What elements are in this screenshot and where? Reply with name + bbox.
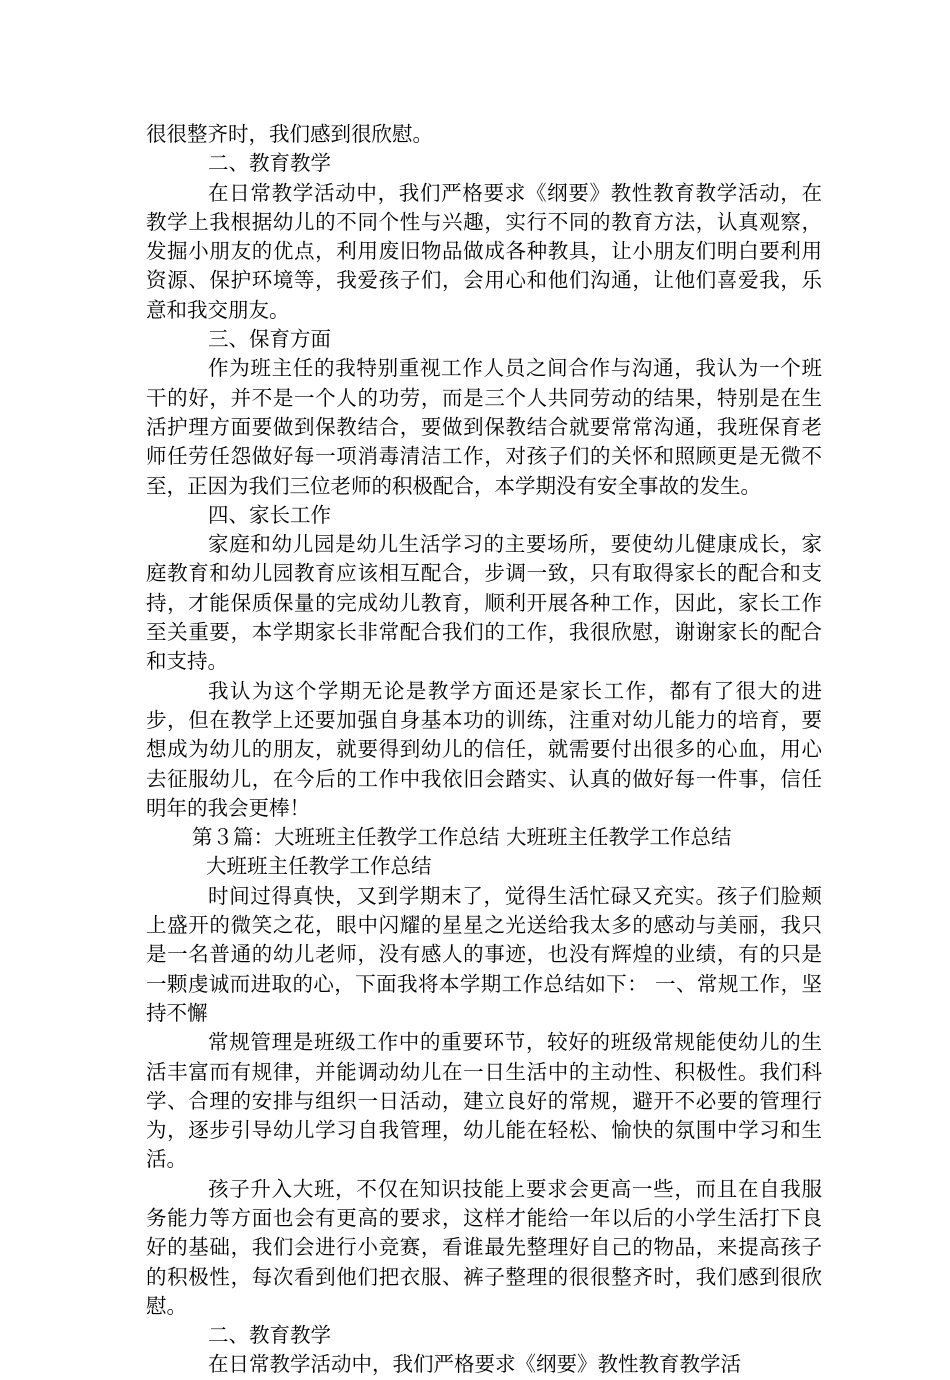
paragraph: 在日常教学活动中，我们严格要求《纲要》教性教育教学活动，在教学上我根据幼儿的不同个性与兴趣，实行不同的教育方法，认真观察，发掘小朋友的优点，利用废旧物品做成各种教具，让小朋友们明白要利用资源、保护环境等，我爱孩子们，会用心和他们沟通，让他们喜爱我，乐意和我交朋友。 bbox=[146, 180, 822, 322]
section-heading: 三、保育方面 bbox=[208, 327, 331, 352]
paragraph: 家庭和幼儿园是幼儿生活学习的主要场所，要使幼儿健康成长，家庭教育和幼儿园教育应该相互配合，步调一致，只有取得家长的配合和支持，才能保质保量的完成幼儿教育，顺利开展各种工作，因此，家长工作至关重要，本学期家长非常配合我们的工作，我很欣慰，谢谢家长的配合和支持。 bbox=[146, 532, 822, 674]
article-title: 第３篇：大班班主任教学工作总结 大班班主任教学工作总结 bbox=[192, 825, 732, 850]
paragraph: 常规管理是班级工作中的重要环节，较好的班级常规能使幼儿的生活丰富而有规律，并能调动幼儿在一日生活中的主动性、积极性。我们科学、合理的安排与组织一日活动，建立良好的常规，避开不必要的管理行为，逐步引导幼儿学习自我管理，幼儿能在轻松、愉快的氛围中学习和生活。 bbox=[146, 1030, 822, 1172]
paragraph: 我认为这个学期无论是教学方面还是家长工作，都有了很大的进步，但在教学上还要加强自身基本功的训练，注重对幼儿能力的培育，要想成为幼儿的朋友，就要得到幼儿的信任，就需要付出很多的心血，用心去征服幼儿，在今后的工作中我依旧会踏实、认真的做好每一件事，信任明年的我会更棒！ bbox=[146, 678, 822, 820]
paragraph: 时间过得真快，又到学期末了，觉得生活忙碌又充实。孩子们脸颊上盛开的微笑之花，眼中闪耀的星星之光送给我太多的感动与美丽，我只是一名普通的幼儿老师，没有感人的事迹，也没有辉煌的业绩，有的只是一颗虔诚而进取的心，下面我将本学期工作总结如下： 一、常规工作，坚持不懈 bbox=[146, 883, 822, 1025]
document-body bbox=[146, 120, 822, 1380]
paragraph: 作为班主任的我特别重视工作人员之间合作与沟通，我认为一个班干的好，并不是一个人的功劳，而是三个人共同劳动的结果，特别是在生活护理方面要做到保教结合，要做到保教结合就要常常沟通，我班保育老师任劳任怨做好每一项消毒清洁工作，对孩子们的关怀和照顾更是无微不至，正因为我们三位老师的积极配合，本学期没有安全事故的发生。 bbox=[146, 356, 822, 498]
section-heading: 二、教育教学 bbox=[208, 1323, 331, 1348]
paragraph: 孩子升入大班，不仅在知识技能上要求会更高一些，而且在自我服务能力等方面也会有更高的要求，这样才能给一年以后的小学生活打下良好的基础，我们会进行小竞赛，看谁最先整理好自己的物品，来提高孩子的积极性，每次看到他们把衣服、裤子整理的很很整齐时，我们感到很欣慰。 bbox=[146, 1176, 822, 1318]
article-subtitle: 大班班主任教学工作总结 bbox=[206, 854, 432, 879]
section-heading: 四、家长工作 bbox=[208, 502, 331, 527]
section-heading: 二、教育教学 bbox=[208, 151, 331, 176]
paragraph: 很很整齐时，我们感到很欣慰。 bbox=[146, 122, 433, 146]
paragraph: 在日常教学活动中，我们严格要求《纲要》教性教育教学活 bbox=[208, 1352, 741, 1377]
